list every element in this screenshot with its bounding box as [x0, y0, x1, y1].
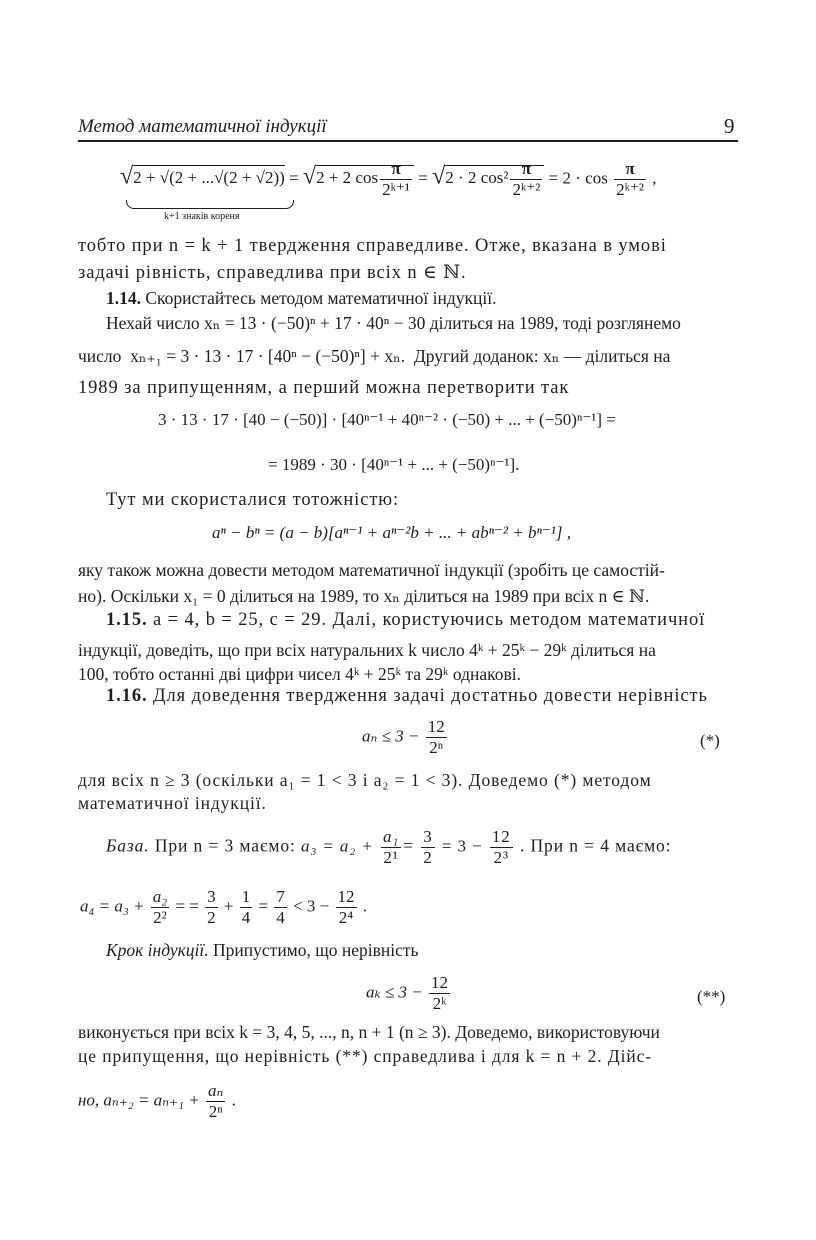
step-line: [106, 940, 419, 961]
base-text-a: При n = 3 маємо:: [154, 835, 296, 856]
para-1-line-2: задачі рівність, справедлива при всіх n ∈ ℕ.: [78, 263, 467, 283]
solution-115-line-3: 100, тобто останні дві цифри чисел 4ᵏ + 25ᵏ та 29ᵏ однакові.: [78, 664, 521, 684]
cos-expr-1: 2 + 2 cos: [316, 168, 379, 188]
inequality-tag-double-star: (**): [697, 987, 726, 1006]
solution-114-text: Скористайтесь методом математичної індукції.: [145, 288, 497, 308]
cos-expr-2: 2 · 2 cos²: [445, 168, 509, 188]
solution-116-line-3: математичної індукції.: [78, 793, 267, 813]
inequality-tag-star: (*): [700, 731, 720, 750]
last-end: .: [231, 1090, 236, 1110]
a4-f5-den: 2⁴: [338, 907, 354, 927]
base-f2-num: 3: [423, 827, 433, 846]
cos-expr-3: = 2 · cos: [548, 168, 608, 188]
ineq-num: 12: [427, 717, 445, 736]
base-label: База.: [106, 835, 150, 856]
solution-114-line-3: [78, 346, 670, 367]
ineq-lhs: aₙ ≤ 3 −: [362, 726, 420, 746]
solution-number-114: 1.14.: [106, 288, 141, 308]
last-line: [78, 1082, 236, 1121]
den-3: 2ᵏ⁺²: [616, 179, 645, 199]
para-1-line-1: тобто при n = k + 1 твердження справедливе. Отже, вказана в умові: [78, 236, 667, 256]
step-line-1: виконується при всіх k = 3, 4, 5, ..., n, n + 1 (n ≥ 3). Доведемо, використовуючи: [78, 1022, 660, 1042]
pi-num-2: π: [510, 160, 542, 180]
solution-115-text: a = 4, b = 25, c = 29. Далі, користуючись методом математичної: [153, 610, 706, 630]
solution-number-116: 1.16.: [106, 686, 148, 706]
page-number: 9: [724, 114, 735, 138]
ineq2-den: 2ᵏ: [432, 993, 447, 1013]
base-text-b: . При n = 4 маємо:: [519, 835, 672, 856]
underbrace: [126, 200, 294, 209]
a4-f2-den: 2: [207, 907, 216, 927]
base-eq-tail: = 3 −: [441, 836, 483, 856]
a4-f3-den: 4: [241, 907, 251, 927]
step-label: Крок індукції.: [106, 940, 209, 960]
word-chyslo: число: [78, 346, 122, 366]
equation-1: 3 · 13 · 17 · [40 − (−50)] · [40ⁿ⁻¹ + 40ⁿ⁻² · (−50) + ... + (−50)ⁿ⁻¹] =: [158, 410, 616, 429]
a4-eq: =: [258, 896, 269, 916]
brace-label: k+1 знаків кореня: [164, 211, 240, 222]
base-f3-den: 2³: [493, 847, 509, 867]
solution-number-115: 1.15.: [106, 610, 148, 630]
header-rule: [78, 140, 738, 142]
recurrence-expr: xₙ₊₁ = 3 · 13 · 17 · [40ⁿ − (−50)ⁿ] + xₙ.: [130, 346, 406, 366]
base-f1-den: 2¹: [383, 847, 399, 867]
identity-intro: Тут ми скористалися тотожністю:: [106, 490, 400, 510]
den-2: 2ᵏ⁺²: [512, 179, 541, 199]
ineq2-num: 12: [431, 973, 449, 992]
identity-line-2: но). Оскільки x₁ = 0 ділиться на 1989, то xₙ ділиться на 1989 при всіх n ∈ ℕ.: [78, 586, 650, 606]
a4-f1-num: a₂: [152, 887, 168, 906]
solution-115-line-1: [106, 610, 705, 631]
second-term-text: Другий доданок: xₙ — ділиться на: [413, 346, 671, 366]
a4-line: [80, 888, 367, 927]
formula-comma: ,: [652, 168, 657, 188]
solution-115-line-2: індукції, доведіть, що при всіх натуральних k число 4ᵏ + 25ᵏ − 29ᵏ ділиться на: [78, 640, 656, 660]
running-header: Метод математичної індукції: [78, 116, 327, 137]
solution-114-line-2: Нехай число xₙ = 13 · (−50)ⁿ + 17 · 40ⁿ − 30 ділиться на 1989, тоді розглянемо: [106, 313, 681, 333]
a4-lt: < 3 −: [293, 896, 330, 916]
a4-mid: = =: [175, 896, 199, 916]
base-f2-den: 2: [423, 847, 433, 867]
a4-f5-num: 12: [337, 887, 355, 906]
equals-2: =: [418, 168, 428, 188]
identity-line-1: яку також можна довести методом математичної індукції (зробіть це самостій-: [78, 560, 665, 580]
base-line: База. При n = 3 маємо: a₃ = a₂ + $\frac{\text{a₁}}{\text{2¹}}$ = $\frac{3}{2}$ = 3 − $\frac{12}{\text{2³}}$ . При n = 4 маємо:: [106, 827, 672, 867]
solution-114-line-4: 1989 за припущенням, а перший можна перетворити так: [78, 378, 570, 398]
inequality-double-star: [366, 974, 452, 1013]
a4-plus: +: [223, 896, 234, 916]
solution-116-text: Для доведення твердження задачі достатньо довести нерівність: [153, 686, 708, 706]
a4-f1-den: 2²: [153, 907, 167, 927]
last-num: aₙ: [207, 1081, 224, 1100]
equals-1: =: [289, 168, 299, 188]
inequality-star: [362, 718, 449, 757]
identity-equation: aⁿ − bⁿ = (a − b)[aⁿ⁻¹ + aⁿ⁻²b + ... + abⁿ⁻² + bⁿ⁻¹] ,: [212, 523, 572, 542]
solution-116-line-1: [106, 686, 708, 707]
base-expr: a₃ = a₂ +: [301, 836, 374, 856]
base-f3-num: 12: [491, 827, 511, 846]
top-formula: √2 + √(2 + ...√(2 + √2)) = √2 + 2 cos $\frac{\pi}{\text{2ᵏ⁺¹}}$ = √2 · 2 cos² $\frac{\pi}{\text{2ᵏ⁺²}}$ = 2 · cos $\frac{\pi}{\text{2ᵏ⁺²}}$ ,: [120, 159, 657, 199]
ineq-den: 2ⁿ: [429, 737, 444, 757]
a4-f2-num: 3: [207, 887, 216, 906]
step-text: Припустимо, що нерівність: [213, 940, 419, 960]
last-expr: но, aₙ₊₂ = aₙ₊₁ +: [78, 1090, 200, 1110]
nested-root: 2 + √(2 + ...√(2 + √2)): [133, 165, 285, 187]
a4-f4-den: 4: [276, 907, 285, 927]
a4-f3-num: 1: [241, 887, 251, 906]
a4-end: .: [362, 896, 367, 916]
equation-2: = 1989 · 30 · [40ⁿ⁻¹ + ... + (−50)ⁿ⁻¹].: [268, 455, 520, 474]
pi-num-1: π: [380, 160, 412, 180]
den-1: 2ᵏ⁺¹: [382, 179, 411, 199]
a4-f4-num: 7: [276, 887, 285, 906]
solution-116-line-2: для всіх n ≥ 3 (оскільки a₁ = 1 < 3 і a₂ = 1 < 3). Доведемо (*) методом: [78, 770, 652, 790]
a4-expr: a₄ = a₃ +: [80, 896, 145, 916]
pi-num-3: π: [614, 160, 646, 180]
step-line-2: це припущення, що нерівність (**) справедлива і для k = n + 2. Дійс-: [78, 1046, 653, 1066]
base-f1-num: a₁: [382, 827, 400, 846]
solution-114-heading: [106, 288, 497, 309]
last-den: 2ⁿ: [208, 1101, 223, 1121]
ineq2-lhs: aₖ ≤ 3 −: [366, 982, 423, 1002]
